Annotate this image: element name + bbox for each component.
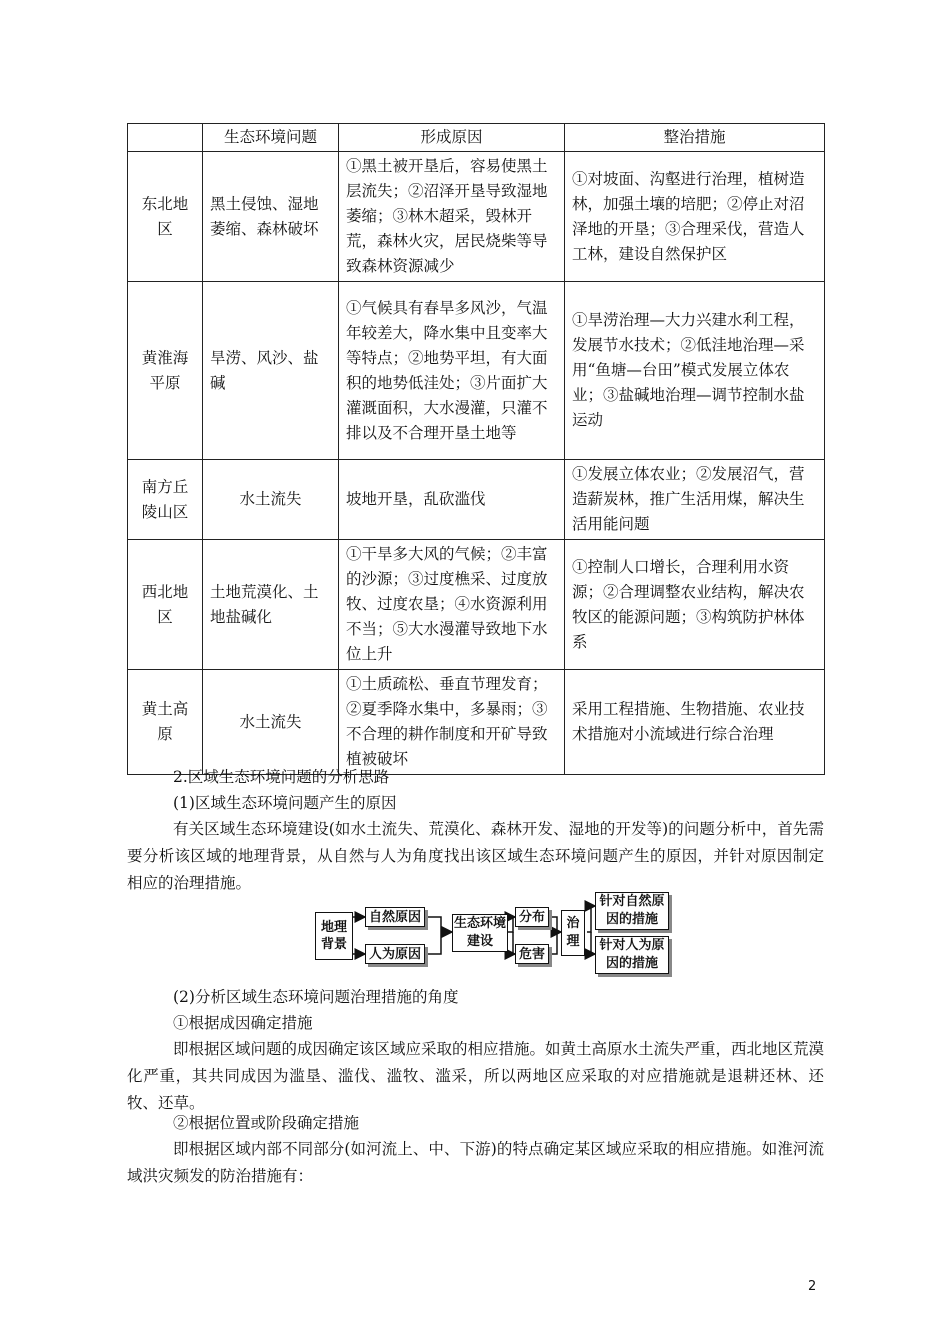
measures-cell: ①旱涝治理—大力兴建水利工程，发展节水技术；②低洼地治理—采用“鱼塘—台田”模式发展立体农业；③盐碱地治理—调节控制水盐运动 [565, 282, 825, 460]
table-header-problem: 生态环境问题 [203, 124, 339, 152]
problem-cell: 旱涝、风沙、盐碱 [203, 282, 339, 460]
cause-cell: ①土质疏松、垂直节理发育；②夏季降水集中，多暴雨；③不合理的耕作制度和开矿导致植被破坏 [339, 670, 565, 775]
governance-box: 治理 [561, 910, 585, 956]
distribution-box: 分布 [515, 907, 549, 927]
problem-cell: 黑土侵蚀、湿地萎缩、森林破坏 [203, 152, 339, 282]
eco-construction-box: 生态环境建设 [452, 914, 508, 952]
table-row [128, 152, 825, 282]
cause-cell: ①气候具有春旱多风沙，气温年较差大，降水集中且变率大等特点；②地势平坦，有大面积的地势低洼处；③片面扩大灌溉面积，大水漫灌，只灌不排以及不合理开垦土地等 [339, 282, 565, 460]
geo-background-box: 地理背景 [315, 912, 353, 960]
problem-cell: 水土流失 [203, 670, 339, 775]
table-header-measures: 整治措施 [565, 124, 825, 152]
region-cell: 西北地区 [128, 540, 203, 670]
human-cause-box: 人为原因 [365, 944, 425, 964]
paragraph: 即根据区域内部不同部分(如河流上、中、下游)的特点确定某区域应采取的相应措施。如淮河流域洪灾频发的防治措施有： [127, 1140, 824, 1185]
harm-box: 危害 [515, 944, 549, 964]
region-cell: 南方丘陵山区 [128, 460, 203, 540]
point-heading: ②根据位置或阶段确定措施 [173, 1114, 360, 1132]
measures-cell: 采用工程措施、生物措施、农业技术措施对小流域进行综合治理 [565, 670, 825, 775]
paragraph: 有关区域生态环境建设(如水土流失、荒漠化、森林开发、湿地的开发等)的问题分析中，首先需要分析该区域的地理背景，从自然与人为角度找出该区域生态环境问题产生的原因，并针对原因制定相应的治理措施。 [127, 820, 824, 892]
point-heading: ①根据成因确定措施 [173, 1014, 313, 1032]
page-number: 2 [808, 1279, 817, 1294]
paragraph: 即根据区域问题的成因确定该区域应采取的相应措施。如黄土高原水土流失严重，西北地区荒漠化严重，其共同成因为滥垦、滥伐、滥牧、滥采，所以两地区应采取的对应措施就是退耕还林、还牧、还草。 [127, 1040, 825, 1112]
problem-cell: 水土流失 [203, 460, 339, 540]
table-row [128, 460, 825, 540]
eco-problems-table [127, 123, 825, 775]
region-cell: 黄土高原 [128, 670, 203, 775]
section-heading: 2.区域生态环境问题的分析思路 [173, 768, 390, 786]
table-row [128, 282, 825, 460]
table-header-cause: 形成原因 [339, 124, 565, 152]
human-measure-box: 针对人为原因的措施 [595, 936, 669, 974]
subsection-heading: (2)分析区域生态环境问题治理措施的角度 [173, 988, 459, 1006]
measures-cell: ①发展立体农业；②发展沼气，营造薪炭林，推广生活用煤，解决生活用能问题 [565, 460, 825, 540]
table-header-row [128, 124, 825, 152]
measures-cell: ①对坡面、沟壑进行治理，植树造林，加强土壤的培肥；②停止对沼泽地的开垦；③合理采伐，营造人工林，建设自然保护区 [565, 152, 825, 282]
cause-cell: ①干旱多大风的气候；②丰富的沙源；③过度樵采、过度放牧、过度农垦；④水资源利用不当；⑤大水漫灌导致地下水位上升 [339, 540, 565, 670]
table-header-region [128, 124, 203, 152]
table-row [128, 670, 825, 775]
natural-cause-box: 自然原因 [365, 907, 425, 927]
region-cell: 东北地区 [128, 152, 203, 282]
measures-cell: ①控制人口增长，合理利用水资源；②合理调整农业结构，解决农牧区的能源问题；③构筑防护林体系 [565, 540, 825, 670]
natural-measure-box: 针对自然原因的措施 [595, 892, 669, 930]
table-row [128, 540, 825, 670]
subsection-heading: (1)区域生态环境问题产生的原因 [173, 794, 397, 812]
cause-cell: ①黑土被开垦后，容易使黑土层流失；②沼泽开垦导致湿地萎缩；③林木超采，毁林开荒，森林火灾，居民烧柴等导致森林资源减少 [339, 152, 565, 282]
problem-cell: 土地荒漠化、土地盐碱化 [203, 540, 339, 670]
cause-cell: 坡地开垦，乱砍滥伐 [339, 460, 565, 540]
region-cell: 黄淮海平原 [128, 282, 203, 460]
